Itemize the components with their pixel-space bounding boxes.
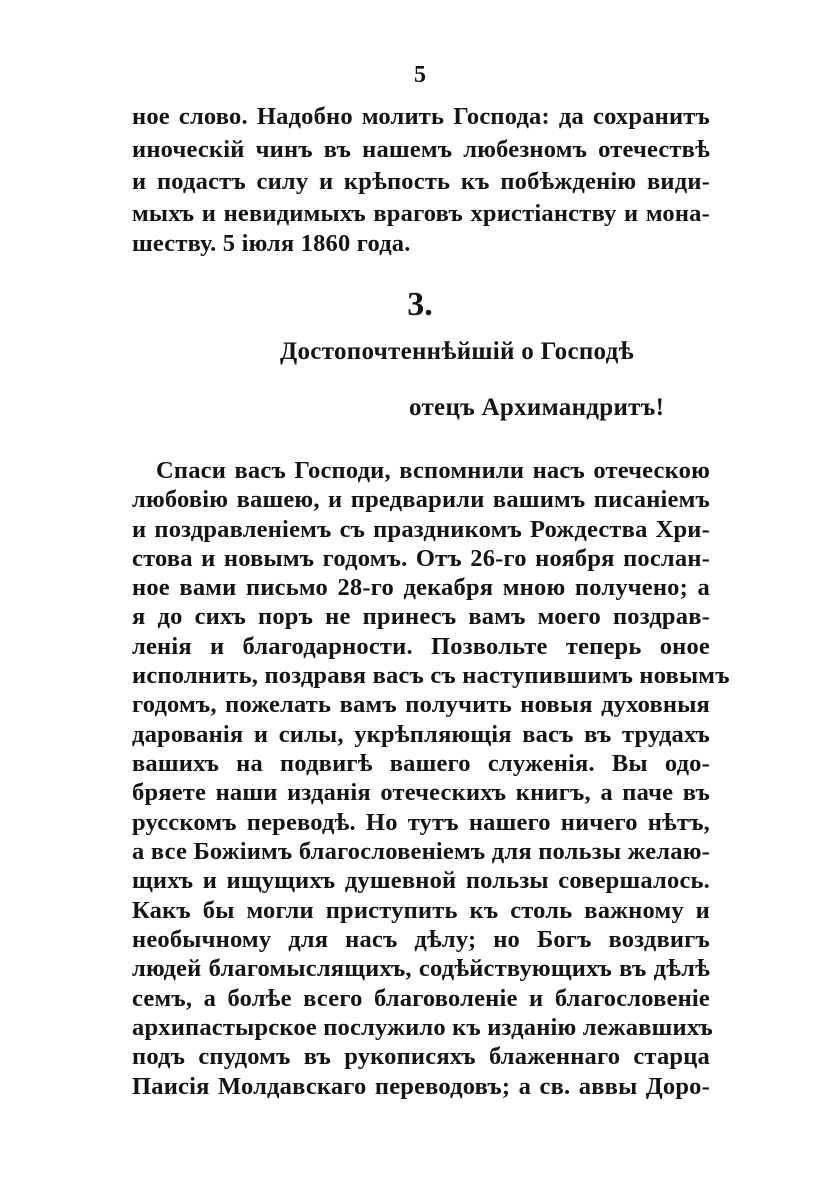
text-line: годомъ, пожелать вамъ получить новыя духовныя — [132, 691, 710, 718]
text-line: щихъ и ищущихъ душевной пользы совершалось. — [132, 867, 710, 894]
text-line: Какъ бы могли приступить къ столь важному и — [132, 897, 710, 924]
text-line: русскомъ переводѣ. Но тутъ нашего ничего нѣтъ, — [132, 809, 710, 836]
text-line: и поздравленіемъ съ праздникомъ Рождества Хри- — [132, 516, 710, 543]
text-line: и подастъ силу и крѣпость къ побѣжденію види- — [132, 168, 710, 195]
text-line: исполнить, поздравя васъ съ наступившимъ новымъ — [132, 662, 730, 689]
text-line: подъ спудомъ въ рукописяхъ блаженнаго старца — [132, 1043, 710, 1070]
text-line: семъ, а болѣе всего благоволеніе и благословеніе — [132, 985, 710, 1012]
text-line: ное слово. Надобно молить Господа: да сохранитъ — [132, 103, 710, 130]
text-line: ленія и благодарности. Позвольте теперь оное — [132, 633, 710, 660]
text-line: Паисія Молдавскаго переводовъ; а св. аввы Доро- — [132, 1073, 710, 1100]
text-line: Спаси васъ Господи, вспомнили насъ отеческою — [156, 457, 710, 484]
text-line: иноческій чинъ въ нашемъ любезномъ отечествѣ — [132, 136, 710, 163]
text-line: вашихъ на подвигѣ вашего служенія. Вы одо- — [132, 750, 710, 777]
text-line: стова и новымъ годомъ. Отъ 26-го ноября послан- — [132, 545, 710, 572]
letter-number: 3. — [407, 286, 433, 323]
salutation-line-2: отецъ Архимандритъ! — [409, 394, 665, 421]
salutation-line-1: Достопочтеннѣйшій о Господѣ — [280, 338, 634, 365]
text-line: дарованія и силы, укрѣпляющія васъ въ трудахъ — [132, 721, 710, 748]
text-line: я до сихъ поръ не принесъ вамъ моего поздрав- — [132, 603, 710, 630]
text-line: необычному для насъ дѣлу; но Богъ воздвигъ — [132, 926, 710, 953]
text-line: а все Божіимъ благословеніемъ для пользы желаю- — [132, 838, 710, 865]
text-line: мыхъ и невидимыхъ враговъ христіанству и мона- — [132, 200, 710, 227]
text-line: людей благомыслящихъ, содѣйствующихъ въ дѣлѣ — [132, 955, 710, 982]
text-line: ное вами письмо 28-го декабря мною получено; а — [132, 574, 710, 601]
text-line: шеству. 5 іюля 1860 года. — [132, 230, 411, 257]
text-line: архипастырское послужило къ изданію лежавшихъ — [132, 1014, 713, 1041]
text-line: любовію вашею, и предварили вашимъ писаніемъ — [132, 486, 710, 513]
page-number: 5 — [414, 62, 426, 88]
text-line: бряете наши изданія отеческихъ книгъ, а паче въ — [132, 779, 710, 806]
